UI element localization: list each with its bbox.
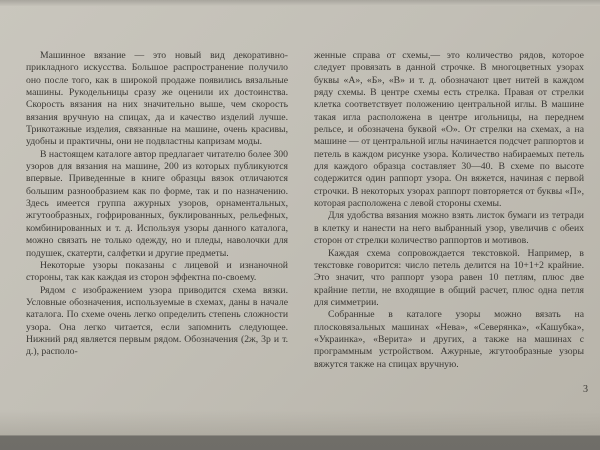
page-number: 3 bbox=[583, 384, 588, 395]
paragraph: Для удобства вязания можно взять листок бумаги из тетради в клетку и нанести на него выбранный узор, увеличив с обеих сторон от стрелки количество раппортов и мотивов. bbox=[314, 210, 584, 247]
page-bottom-shadow bbox=[0, 410, 600, 435]
paragraph: Каждая схема сопровождается текстовкой. Например, в текстовке говорится: число петель делится на 10+1+2 крайние. Это значит, что раппорт узора равен 10 петлям, плюс две крайние петли, не входящие в общий расчет, плюс одна петля для симметрии. bbox=[314, 247, 584, 308]
page-top-edge bbox=[0, 0, 600, 6]
paragraph: Некоторые узоры показаны с лицевой и изнаночной стороны, так как каждая из сторон эффектна по-своему. bbox=[26, 259, 288, 284]
left-text-column bbox=[26, 50, 288, 359]
paragraph: Собранные в каталоге узоры можно вязать на плосковязальных машинах «Нева», «Северянка», «Кашубка», «Украинка», «Верита» и других, а также на машинах с программным устройством. Ажурные, жгутообразные узоры вяжутся также на спицах вручную. bbox=[314, 309, 584, 370]
right-text-column bbox=[314, 50, 584, 371]
paragraph: Машинное вязание — это новый вид декоративно-прикладного искусства. Большое распространение получило оно после того, как в широкой продаже появились вязальные машины. Рукодельницы сразу же оценили их достоинства. Скорость вязания на них значительно выше, чем скорость вязания вручную на спицах, да и качество изделий лучше. Трикотажные изделия, связанные на машине, очень красивы, удобны и практичны, они не подвластны капризам моды. bbox=[26, 50, 288, 148]
paragraph: В настоящем каталоге автор предлагает читателю более 300 узоров для вязания на машине, 200 из которых публикуются впервые. Приведенные в книге образцы вязок отличаются большим разнообразием как по форме, так и по назначению. Здесь имеется группа ажурных узоров, орнаментальных, жгутообразных, гофрированных, буклированных, рельефных, комбинированных и т. д. Используя узоры данного каталога, можно связать не только одежду, но и пледы, наволочки для подушек, скатерти, салфетки и другие предметы. bbox=[26, 148, 288, 259]
paragraph: Рядом с изображением узора приводится схема вязки. Условные обозначения, используемые в схемах, даны в начале каталога. По схеме очень легко определить степень сложности узора. Она легко читается, если запомнить следующее. Нижний ряд является первым рядом. Обозначения (2ж, 3р и т. д.), располо- bbox=[26, 284, 288, 358]
paragraph: женные справа от схемы,— это количество рядов, которое следует провязать в данной строчке. В многоцветных узорах буквы «А», «Б», «В» и т. д. обозначают цвет нитей в каждом ряду схемы. В центре схемы есть стрелка. Правая от стрелки клетка соответствует положению центральной иглы. В машине такая игла расположена в центре игольницы, на переднем рельсе, и обозначена буквой «О». От стрелки на схемах, а на машине — от центральной иглы начинается подсчет раппортов и петель в каждом рисунке узора. Количество набираемых петель для каждого образца составляет 30—40. В схеме по высоте содержится один раппорт узора. Он вяжется, начиная с первой строчки. В некоторых узорах раппорт повторяется от буквы «П», которая расположена с левой стороны схемы. bbox=[314, 50, 584, 210]
